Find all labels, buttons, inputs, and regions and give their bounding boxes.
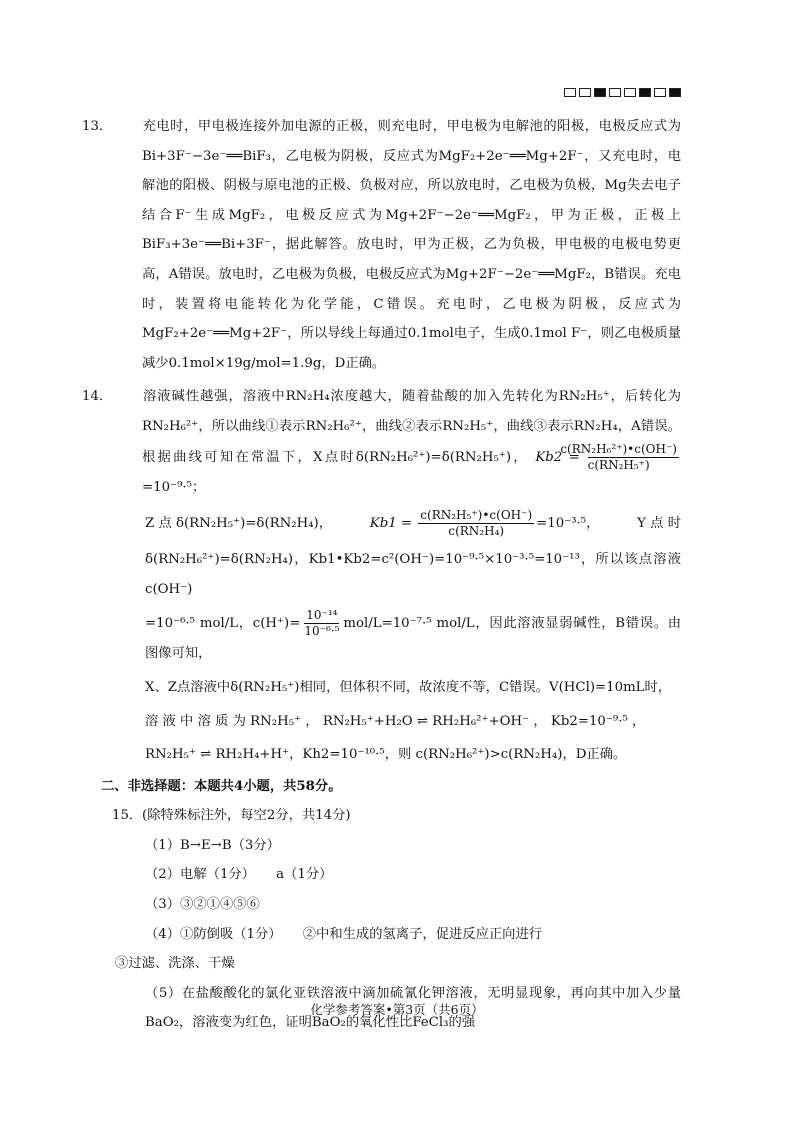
marker-square bbox=[639, 88, 651, 97]
line4-part-b: mol/L=10⁻⁷·⁵ mol/L，因此溶液显弱碱性，B错误。由图像可知， bbox=[145, 616, 681, 662]
question-number: 15． bbox=[112, 808, 143, 824]
kb1-numerator: c(RN₂H₅⁺)•c(OH⁻) bbox=[420, 508, 533, 523]
kb1-value: =10⁻³·⁵， bbox=[536, 516, 600, 532]
kb1-fraction bbox=[418, 508, 534, 539]
question-13 bbox=[82, 112, 681, 378]
question-15-header bbox=[112, 801, 681, 831]
h-numerator: 10⁻¹⁴ bbox=[306, 608, 338, 623]
h-denominator: 10⁻⁶·⁵ bbox=[304, 624, 340, 639]
question-14-z-line bbox=[115, 508, 681, 539]
kb2-fraction bbox=[560, 441, 679, 473]
question-number: 13． bbox=[82, 119, 113, 134]
marker-square bbox=[579, 88, 591, 97]
question-14-line6: 溶 液 中 溶 质 为 RN₂H₅⁺ ， RN₂H₅⁺+H₂O ⇌ RH₂H₆²⁺+OH⁻ ， Kb2=10⁻⁹·⁵ ， bbox=[145, 713, 646, 729]
answer-content bbox=[82, 112, 681, 1038]
page-marker-squares bbox=[564, 88, 681, 97]
z-point-text: Z 点 δ(RN₂H₅⁺)=δ(RN₂H₄)， bbox=[145, 515, 333, 531]
section-heading: 二、非选择题：本题共4小题，共58分。 bbox=[101, 778, 342, 794]
question-14-intro bbox=[82, 382, 681, 502]
h-fraction bbox=[302, 608, 341, 639]
kb2-label: Kb2 = bbox=[535, 449, 580, 465]
line4-part-a: =10⁻⁶·⁵ mol/L，c(H⁺)= bbox=[145, 616, 301, 632]
question-14 bbox=[82, 382, 681, 769]
question-15-scoring: (除特殊标注外，每空2分，共14分) bbox=[142, 808, 351, 824]
question-number: 14． bbox=[82, 389, 113, 405]
question-14-line1: 溶液碱性越强，溶液中RN₂H₄浓度越大，随着盐酸的加入先转化为RN₂H₅⁺，后转化为RN₂H₆²⁺，所以曲线①表示RN₂H₆²⁺，曲线②表示RN₂H₅⁺，曲线③表示RN₂H₄，A错误。根据曲线可知在常温下，X点时δ(RN₂H₆²⁺)=δ(RN₂H₅⁺)， bbox=[142, 389, 681, 465]
page-footer: 化学参考答案•第3页（共6页） bbox=[310, 1002, 484, 1017]
marker-square bbox=[564, 88, 576, 97]
answer-2: （2）电解（1分） a（1分） bbox=[145, 867, 333, 883]
kb2-numerator: c(RN₂H₆²⁺)•c(OH⁻) bbox=[560, 441, 677, 456]
question-14-line7: RN₂H₅⁺ ⇌ RH₂H₄+H⁺，Kh2=10⁻¹⁰·⁵，则 c(RN₂H₆²⁺)>c(RN₂H₄)，D正确。 bbox=[145, 747, 627, 763]
answer-4-part3: ③过滤、洗涤、干燥 bbox=[115, 956, 235, 972]
question-14-line3: δ(RN₂H₆²⁺)=δ(RN₂H₄)，Kb1•Kb2=c²(OH⁻)=10⁻⁹·⁵×10⁻³·⁵=10⁻¹³，所以该点溶液 c(OH⁻) bbox=[145, 552, 681, 597]
kb1-denominator: c(RN₂H₄) bbox=[448, 524, 505, 539]
answer-1: （1）B→E→B（3分） bbox=[145, 837, 280, 853]
y-point-text: Y 点 时 bbox=[637, 515, 681, 531]
kb2-value: =10⁻⁹·⁵； bbox=[142, 479, 206, 495]
answer-4: （4）①防倒吸（1分） ②中和生成的氢离子，促进反应正向进行 bbox=[145, 926, 543, 942]
kb2-denominator: c(RN₂H₅⁺) bbox=[587, 457, 650, 472]
kb1-label: Kb1 = bbox=[369, 516, 413, 532]
marker-square bbox=[654, 88, 666, 97]
marker-square bbox=[594, 88, 606, 97]
question-14-line5: X、Z点溶液中δ(RN₂H₅⁺)相同，但体积不同，故浓度不等，C错误。V(HCl)=10mL时， bbox=[145, 679, 672, 695]
question-14-line4 bbox=[115, 608, 681, 669]
marker-square bbox=[669, 88, 681, 97]
answer-5: （5）在盐酸酸化的氯化亚铁溶液中滴加硫氰化钾溶液，无明显现象，再向其中加入少量BaO₂，溶液变为红色，证明BaO₂的氧化性比FeCl₃的强 bbox=[145, 985, 681, 1031]
answer-3: （3）③②①④⑤⑥ bbox=[145, 897, 260, 913]
question-13-text: 充电时，甲电极连接外加电源的正极，则充电时，甲电极为电解池的阳极，电极反应式为Bi+3F⁻−3e⁻══BiF₃，乙电极为阴极，反应式为MgF₂+2e⁻══Mg+2F⁻，又充电时，电解池的阳极、阴极与原电池的正极、负极对应，所以放电时，乙电极为负极，Mg失去电子结合F⁻生成MgF₂，电极反应式为Mg+2F⁻−2e⁻══MgF₂，甲为正极，正极上BiF₃+3e⁻══Bi+3F⁻，据此解答。放电时，甲为正极，乙为负极，甲电极的电极电势更高，A错误。放电时，乙电极为负极，电极反应式为Mg+2F⁻−2e⁻══MgF₂，B错误。充电时，装置将电能转化为化学能，C错误。充电时，乙电极为阴极，反应式为MgF₂+2e⁻══Mg+2F⁻，所以导线上每通过0.1mol电子，生成0.1mol F⁻，则乙电极质量减少0.1mol×19g/mol=1.9g，D正确。 bbox=[142, 119, 681, 371]
marker-square bbox=[624, 88, 636, 97]
marker-square bbox=[609, 88, 621, 97]
